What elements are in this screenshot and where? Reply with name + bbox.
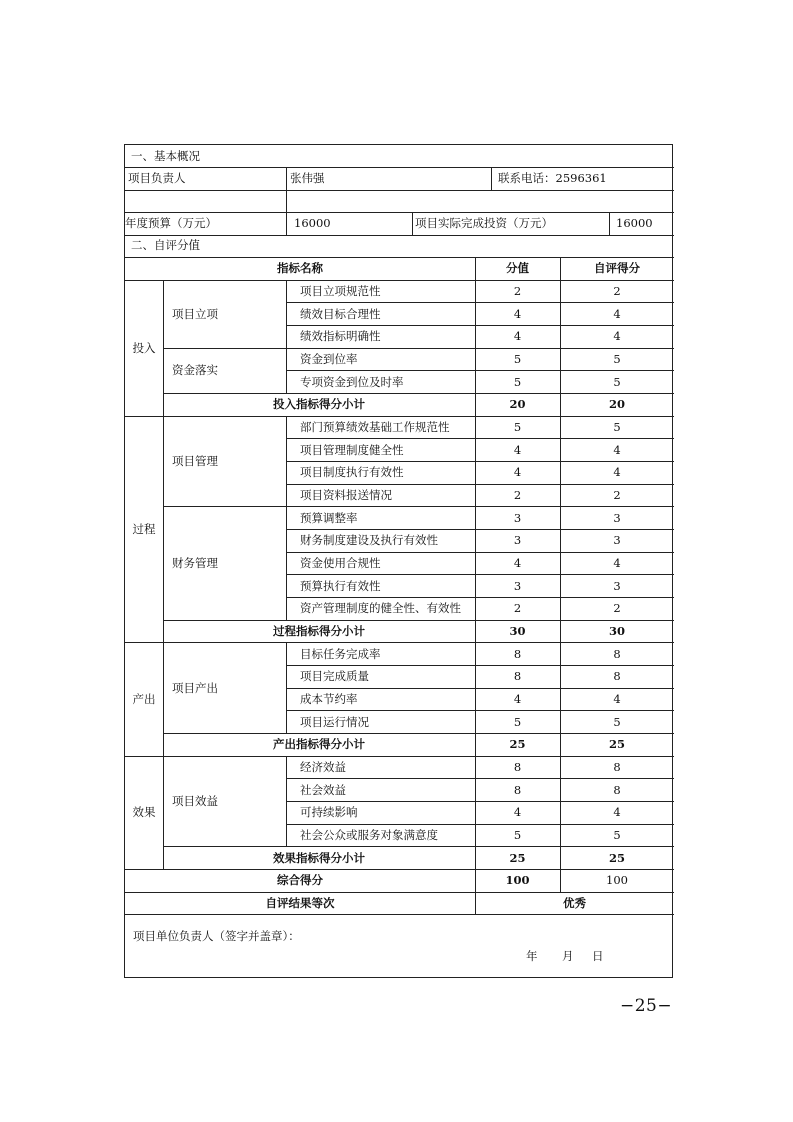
subtotal-self-score: 25 [608, 737, 625, 752]
indicator-score: 5 [513, 828, 522, 843]
table-rule [286, 325, 674, 326]
table-rule [475, 529, 476, 552]
table-rule [475, 688, 476, 711]
table-rule [163, 620, 674, 621]
indicator-self-score: 3 [613, 533, 621, 548]
table-rule [163, 393, 674, 394]
indicator-self-score: 4 [613, 306, 621, 321]
table-rule [286, 416, 287, 507]
table-rule [475, 574, 476, 597]
table-rule [560, 642, 561, 665]
table-rule [125, 914, 674, 915]
header-indicator-name: 指标名称 [277, 261, 323, 276]
indicator-name: 项目制度执行有效性 [300, 465, 404, 480]
table-rule [560, 370, 561, 393]
grade-value: 优秀 [563, 896, 586, 911]
table-rule [163, 733, 674, 734]
table-rule [286, 824, 674, 825]
indicator-score: 5 [513, 352, 522, 366]
section-title-eval: 二、自评分值 [131, 238, 200, 252]
table-rule [475, 642, 476, 665]
indicator-self-score: 8 [613, 669, 621, 684]
table-rule [560, 665, 561, 688]
indicator-score: 2 [513, 284, 522, 298]
table-rule [286, 710, 674, 711]
table-rule [475, 438, 476, 461]
indicator-name: 部门预算绩效基础工作规范性 [300, 420, 450, 435]
table-rule [475, 280, 476, 303]
indicator-score: 3 [513, 533, 522, 548]
indicator-self-score: 5 [613, 828, 621, 843]
table-rule [475, 302, 476, 325]
table-rule [560, 710, 561, 733]
header-self-score: 自评得分 [594, 261, 640, 276]
table-rule [475, 846, 476, 869]
table-rule [163, 348, 674, 349]
indicator-name: 经济效益 [300, 760, 346, 775]
subtotal-label: 效果指标得分小计 [273, 850, 365, 865]
table-rule [560, 302, 561, 325]
table-rule [475, 620, 476, 643]
table-rule [475, 778, 476, 801]
indicator-name: 目标任务完成率 [300, 646, 381, 661]
table-rule [560, 484, 561, 507]
table-rule [286, 756, 287, 847]
indicator-name: 绩效目标合理性 [300, 306, 381, 321]
table-rule [286, 801, 674, 802]
table-rule [125, 235, 674, 236]
table-rule [286, 212, 287, 235]
indicator-score: 8 [513, 760, 522, 775]
subgroup-name: 项目管理 [172, 454, 218, 469]
indicator-self-score: 5 [613, 374, 621, 389]
table-rule [286, 778, 674, 779]
table-rule [412, 212, 413, 235]
subgroup-name: 资金落实 [172, 363, 218, 378]
signature-day: 日 [592, 949, 604, 963]
indicator-self-score: 8 [613, 646, 621, 661]
indicator-score: 5 [513, 374, 522, 389]
table-rule [560, 461, 561, 484]
table-rule [286, 688, 674, 689]
indicator-score: 4 [513, 442, 522, 457]
table-rule [286, 665, 674, 666]
table-rule [475, 801, 476, 824]
indicator-score: 4 [513, 692, 522, 707]
indicator-name: 项目运行情况 [300, 714, 369, 729]
table-rule [286, 461, 674, 462]
table-rule [475, 484, 476, 507]
table-rule [475, 892, 476, 915]
leader-label: 项目负责人 [128, 171, 186, 185]
table-rule [125, 869, 674, 870]
subgroup-name: 项目产出 [172, 680, 218, 695]
table-rule [560, 552, 561, 575]
table-rule [125, 190, 674, 191]
indicator-score: 2 [513, 601, 522, 616]
category-name: 投入 [132, 340, 156, 355]
table-rule [286, 348, 287, 393]
signature-month: 月 [562, 949, 574, 963]
subgroup-name: 项目效益 [172, 794, 218, 809]
page-number: −25− [620, 996, 673, 1016]
indicator-name: 预算调整率 [300, 510, 358, 525]
table-rule [609, 212, 610, 235]
indicator-name: 绩效指标明确性 [300, 329, 381, 344]
table-rule [163, 642, 164, 755]
indicator-score: 8 [513, 669, 522, 684]
table-rule [163, 506, 674, 507]
signature-label: 项目单位负责人（签字并盖章）： [133, 929, 300, 943]
table-rule [163, 756, 164, 869]
table-rule [125, 416, 674, 417]
table-rule [286, 552, 674, 553]
table-rule [560, 506, 561, 529]
indicator-self-score: 4 [613, 805, 621, 820]
table-rule [475, 733, 476, 756]
total-score: 100 [505, 873, 530, 888]
indicator-self-score: 4 [613, 556, 621, 571]
indicator-self-score: 8 [613, 760, 621, 775]
indicator-self-score: 8 [613, 782, 621, 797]
indicator-name: 社会公众或服务对象满意度 [300, 828, 438, 843]
table-rule [560, 824, 561, 847]
actual-value: 16000 [616, 216, 653, 230]
subtotal-self-score: 20 [608, 397, 625, 412]
table-rule [286, 574, 674, 575]
table-rule [560, 348, 561, 371]
table-rule [286, 529, 674, 530]
indicator-score: 8 [513, 782, 522, 797]
indicator-name: 资金到位率 [300, 352, 358, 366]
table-rule [475, 370, 476, 393]
table-rule [560, 778, 561, 801]
contact-phone: 联系电话：2596361 [498, 171, 607, 185]
indicator-name: 项目资料报送情况 [300, 488, 392, 503]
table-rule [560, 756, 561, 779]
indicator-self-score: 4 [613, 442, 621, 457]
indicator-score: 4 [513, 805, 522, 820]
grade-label: 自评结果等次 [265, 896, 335, 911]
indicator-self-score: 5 [613, 420, 621, 435]
table-rule [475, 348, 476, 371]
subtotal-score: 25 [509, 737, 526, 752]
table-rule [475, 506, 476, 529]
table-rule [475, 597, 476, 620]
table-rule [163, 280, 164, 416]
table-rule [475, 665, 476, 688]
table-rule [560, 869, 561, 892]
table-rule [560, 620, 561, 643]
indicator-self-score: 4 [613, 329, 621, 344]
table-rule [286, 280, 287, 348]
table-rule [125, 892, 674, 893]
indicator-score: 5 [513, 714, 522, 729]
indicator-self-score: 5 [613, 714, 621, 729]
subtotal-self-score: 25 [608, 850, 625, 865]
indicator-name: 社会效益 [300, 782, 346, 797]
subtotal-score: 25 [509, 850, 526, 865]
table-rule [286, 167, 287, 212]
indicator-score: 4 [513, 465, 522, 480]
indicator-self-score: 2 [613, 601, 621, 616]
table-rule [560, 733, 561, 756]
table-rule [125, 642, 674, 643]
actual-label: 项目实际完成投资（万元） [415, 216, 553, 230]
indicator-name: 资金使用合规性 [300, 556, 381, 571]
indicator-self-score: 4 [613, 465, 621, 480]
indicator-name: 资产管理制度的健全性、有效性 [300, 601, 461, 616]
indicator-score: 8 [513, 646, 522, 661]
table-rule [286, 302, 674, 303]
table-rule [125, 756, 674, 757]
table-rule [560, 597, 561, 620]
category-name: 过程 [132, 522, 156, 537]
table-rule [163, 416, 164, 643]
table-rule [475, 552, 476, 575]
table-rule [286, 597, 674, 598]
table-rule [286, 484, 674, 485]
subtotal-self-score: 30 [608, 624, 625, 639]
table-rule [475, 416, 476, 439]
indicator-name: 预算执行有效性 [300, 578, 381, 593]
subtotal-label: 过程指标得分小计 [273, 624, 365, 639]
table-rule [125, 280, 674, 281]
subtotal-score: 20 [509, 397, 526, 412]
indicator-name: 项目完成质量 [300, 669, 369, 684]
table-rule [286, 370, 674, 371]
table-rule [286, 506, 287, 619]
subtotal-score: 30 [509, 624, 526, 639]
indicator-self-score: 3 [613, 578, 621, 593]
leader-name: 张伟强 [290, 171, 325, 185]
indicator-name: 项目管理制度健全性 [300, 442, 404, 457]
indicator-score: 3 [513, 510, 522, 525]
table-rule [560, 529, 561, 552]
table-rule [491, 167, 492, 190]
table-rule [125, 257, 674, 258]
evaluation-table [124, 144, 673, 978]
table-rule [560, 438, 561, 461]
table-rule [560, 574, 561, 597]
table-rule [125, 212, 674, 213]
indicator-self-score: 5 [613, 352, 621, 366]
table-rule [560, 801, 561, 824]
table-rule [560, 846, 561, 869]
indicator-score: 2 [513, 488, 522, 503]
budget-label: 年度预算（万元） [125, 216, 217, 230]
category-name: 产出 [132, 692, 156, 707]
table-rule [560, 325, 561, 348]
indicator-self-score: 3 [613, 510, 621, 525]
table-rule [475, 325, 476, 348]
section-title-basic: 一、基本概况 [131, 149, 200, 163]
indicator-name: 财务制度建设及执行有效性 [300, 533, 438, 548]
subtotal-label: 投入指标得分小计 [273, 397, 365, 412]
table-rule [475, 824, 476, 847]
table-rule [475, 756, 476, 779]
indicator-name: 成本节约率 [300, 692, 358, 707]
subgroup-name: 财务管理 [172, 556, 218, 571]
indicator-self-score: 2 [613, 488, 621, 503]
table-rule [163, 846, 674, 847]
indicator-score: 5 [513, 420, 522, 435]
indicator-score: 3 [513, 578, 522, 593]
table-rule [475, 710, 476, 733]
indicator-name: 项目立项规范性 [300, 284, 381, 298]
table-rule [475, 461, 476, 484]
signature-year: 年 [526, 949, 538, 963]
total-self-score: 100 [606, 873, 628, 888]
budget-value: 16000 [294, 216, 331, 230]
table-rule [125, 167, 674, 168]
table-rule [286, 642, 287, 733]
indicator-name: 可持续影响 [300, 805, 358, 820]
total-label: 综合得分 [277, 873, 323, 888]
table-rule [560, 393, 561, 416]
table-rule [560, 416, 561, 439]
table-rule [560, 280, 561, 303]
header-score: 分值 [506, 261, 529, 276]
table-rule [475, 869, 476, 892]
indicator-score: 4 [513, 306, 522, 321]
table-rule [286, 438, 674, 439]
indicator-score: 4 [513, 556, 522, 571]
category-name: 效果 [132, 805, 156, 820]
indicator-self-score: 2 [613, 284, 621, 298]
indicator-score: 4 [513, 329, 522, 344]
table-rule [560, 688, 561, 711]
indicator-name: 专项资金到位及时率 [300, 374, 404, 389]
subtotal-label: 产出指标得分小计 [273, 737, 365, 752]
table-rule [475, 393, 476, 416]
indicator-self-score: 4 [613, 692, 621, 707]
subgroup-name: 项目立项 [172, 306, 218, 321]
